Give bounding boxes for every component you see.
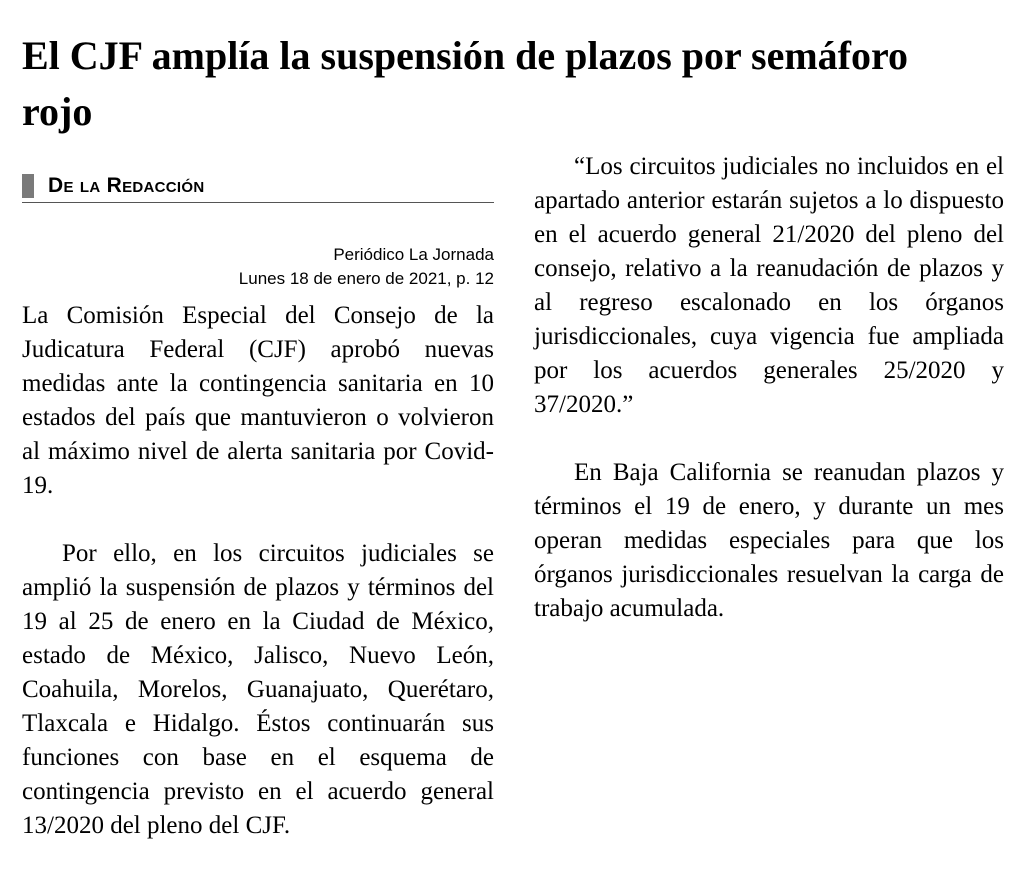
left-column bbox=[22, 170, 494, 843]
right-column bbox=[534, 150, 1004, 660]
paragraph-2: Por ello, en los circuitos judiciales se amplió la suspensión de plazos y términos del 19 al 25 de enero en la Ciudad de México, estado de México, Jalisco, Nuevo León, Coahuila, Morelos, Guanajuato, Querétaro, Tlaxcala e Hidalgo. Éstos continuarán sus funciones con base en el esquema de contingencia previsto en el acuerdo general 13/2020 del pleno del CJF. bbox=[22, 540, 494, 839]
paragraph-4: En Baja California se reanudan plazos y términos el 19 de enero, y durante un mes operan medidas especiales para que los órganos jurisdiccionales resuelvan la carga de trabajo acumulada. bbox=[534, 459, 1004, 622]
source-credit bbox=[22, 243, 494, 291]
byline-text: De la Redacción bbox=[48, 174, 205, 197]
byline-bar bbox=[22, 174, 34, 198]
byline bbox=[22, 170, 494, 203]
paragraph-3: “Los circuitos judiciales no incluidos en el apartado anterior estarán sujetos a lo dispuesto en el acuerdo general 21/2020 del pleno del consejo, relativo a la reanudación de plazos y al regreso escalonado en los órganos jurisdiccionales, cuya vigencia fue ampliada por los acuerdos generales 25/2020 y 37/2020.” bbox=[534, 153, 1004, 418]
source-publication: Periódico La Jornada bbox=[333, 245, 494, 264]
paragraph-1: La Comisión Especial del Consejo de la Judicatura Federal (CJF) aprobó nuevas medidas ante la contingencia sanitaria en 10 estados del país que mantuvieron o volvieron al máximo nivel de alerta sanitaria por Covid-19. bbox=[22, 302, 494, 499]
article-title: El CJF amplía la suspensión de plazos por semáforo rojo bbox=[22, 33, 909, 134]
source-date: Lunes 18 de enero de 2021, p. 12 bbox=[238, 269, 494, 288]
